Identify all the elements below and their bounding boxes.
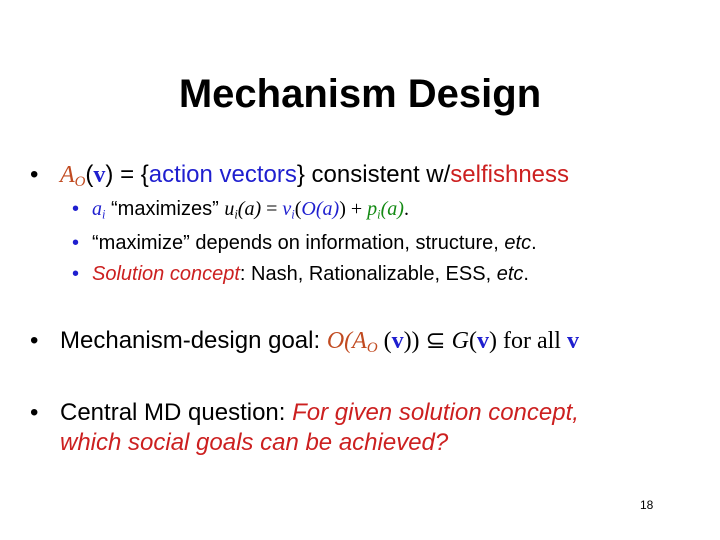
math-v: v — [93, 162, 106, 188]
question-line-1: For given solution concept, — [292, 399, 579, 426]
math-subscript: i — [102, 207, 106, 222]
paren-close: ) — [489, 328, 497, 354]
math-a: (A — [344, 328, 367, 354]
math-v: v — [566, 328, 579, 354]
paren-close: ) — [105, 161, 114, 188]
information-text: “maximize” depends on information, structure, — [92, 232, 505, 254]
math-v: v — [391, 328, 404, 354]
equals: = — [261, 198, 283, 220]
sub-bullet-maximizes — [72, 196, 409, 222]
paren-close: )) — [403, 328, 420, 354]
solution-concept-label: Solution concept — [92, 263, 240, 285]
bullet-marker: • — [72, 263, 80, 285]
equals-text: = { — [113, 161, 149, 188]
math-u-arg: (a) — [237, 198, 262, 220]
question-prefix: Central MD question: — [60, 399, 293, 426]
paren-open: ( — [469, 328, 477, 354]
solution-concepts-text: Nash, Rationalizable, ESS, — [245, 263, 497, 285]
etc-text: etc — [496, 263, 524, 285]
consistent-text: } consistent w/ — [296, 161, 451, 188]
math-v: v — [477, 328, 489, 354]
period: . — [523, 263, 529, 285]
paren-close-plus: ) + — [339, 198, 368, 220]
math-a: A — [60, 162, 75, 188]
period: . — [531, 232, 537, 254]
math-o-subscript: O — [74, 174, 86, 191]
paren-open: ( — [294, 198, 302, 220]
bullet-marker: • — [30, 327, 39, 354]
bullet-marker: • — [72, 232, 80, 254]
math-o: O — [301, 198, 316, 220]
bullet-marker: • — [30, 161, 39, 188]
page-number: 18 — [640, 498, 654, 512]
sub-bullet-solution-concept — [72, 261, 529, 287]
math-v: v — [282, 198, 292, 220]
goal-prefix: Mechanism-design goal: — [60, 327, 327, 354]
bullet-marker: • — [30, 399, 39, 426]
math-p: p — [367, 198, 378, 220]
slide-title: Mechanism Design — [178, 72, 542, 116]
paren-open: ( — [85, 161, 94, 188]
maximizes-quote: “maximizes” — [105, 198, 225, 220]
math-a-i: a — [92, 198, 102, 220]
bullet-central-question — [30, 398, 579, 428]
sub-bullet-information — [72, 230, 537, 256]
math-u: u — [224, 198, 235, 220]
subset-symbol: ⊆ — [419, 328, 452, 354]
selfishness-text: selfishness — [450, 161, 570, 188]
math-subscript: i — [234, 207, 238, 222]
action-vectors-text: action vectors — [148, 161, 297, 188]
question-line-2: which social goals can be achieved? — [60, 429, 449, 456]
math-o: O — [326, 328, 345, 354]
etc-text: etc — [504, 232, 532, 254]
math-p-arg: (a) — [380, 198, 404, 220]
math-subscript: i — [377, 207, 381, 222]
bullet-marker: • — [72, 198, 80, 220]
math-subscript: O — [366, 340, 378, 357]
for-all-text: for all — [497, 328, 567, 354]
math-o-arg: (a) — [315, 198, 340, 220]
paren-open: ( — [377, 328, 392, 354]
bullet-ao-definition — [30, 160, 569, 190]
math-g: G — [451, 328, 469, 354]
math-subscript: i — [291, 207, 295, 222]
period: . — [403, 198, 409, 220]
bullet-mechanism-goal — [30, 326, 579, 356]
colon: : — [239, 263, 246, 285]
